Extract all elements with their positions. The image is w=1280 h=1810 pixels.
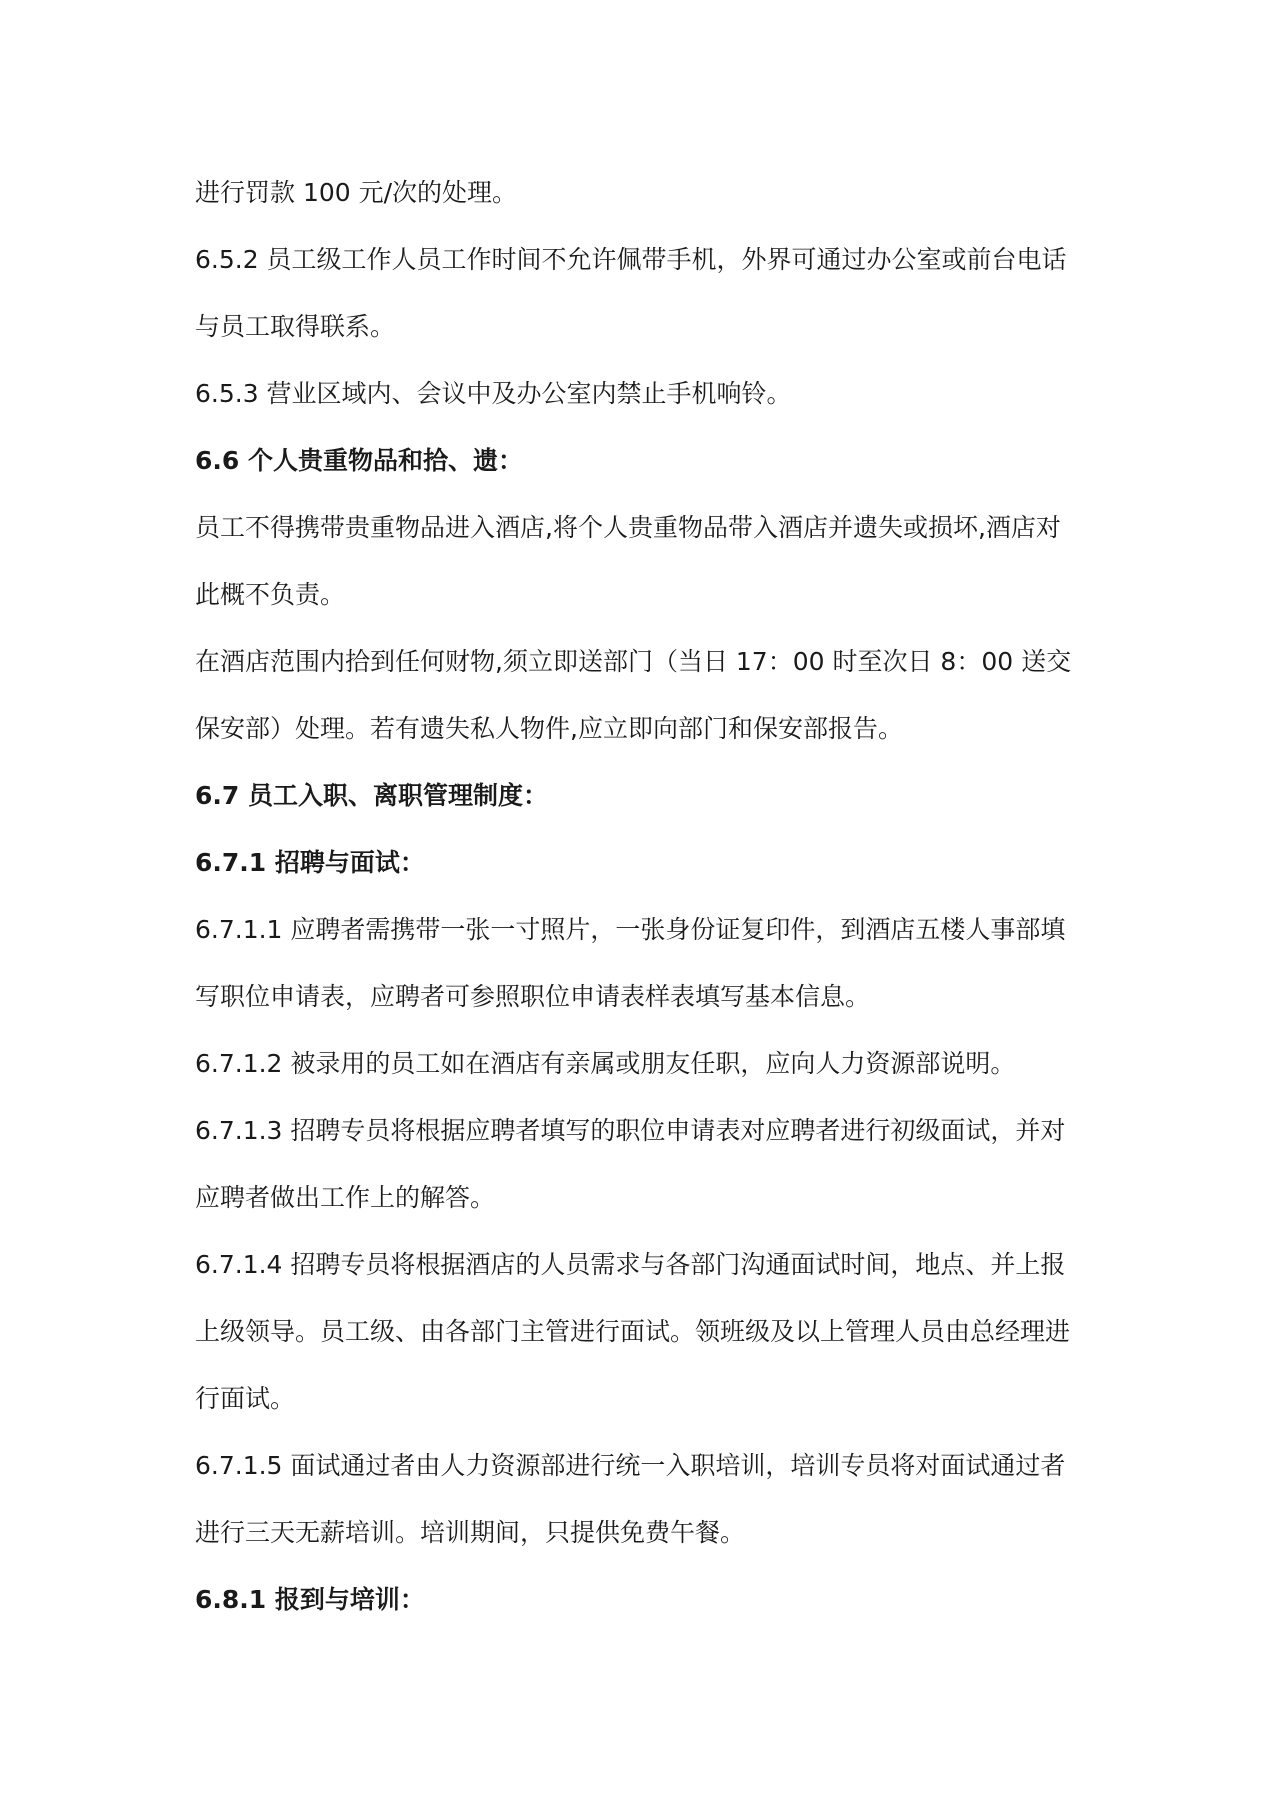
text-line: 6.5.2 员工级工作人员工作时间不允许佩带手机，外界可通过办公室或前台电话 bbox=[195, 245, 1067, 274]
text-line: 保安部）处理。若有遗失私人物件,应立即向部门和保安部报告。 bbox=[195, 714, 903, 743]
text-line: 6.7.1.1 应聘者需携带一张一寸照片，一张身份证复印件，到酒店五楼人事部填 bbox=[195, 915, 1066, 944]
text-line: 进行三天无薪培训。培训期间，只提供免费午餐。 bbox=[195, 1518, 746, 1547]
text-line: 6.7.1.2 被录用的员工如在酒店有亲属或朋友任职，应向人力资源部说明。 bbox=[195, 1049, 1016, 1078]
subsection-heading: 6.8.1 报到与培训： bbox=[195, 1585, 425, 1614]
text-line: 6.7.1.5 面试通过者由人力资源部进行统一入职培训，培训专员将对面试通过者 bbox=[195, 1451, 1066, 1480]
text-line: 6.7.1.4 招聘专员将根据酒店的人员需求与各部门沟通面试时间，地点、并上报 bbox=[195, 1250, 1066, 1279]
section-heading: 6.6 个人贵重物品和拾、遗： bbox=[195, 446, 523, 475]
text-line: 在酒店范围内拾到任何财物,须立即送部门（当日 17：00 时至次日 8：00 送交 bbox=[195, 647, 1072, 676]
text-line: 上级领导。员工级、由各部门主管进行面试。领班级及以上管理人员由总经理进 bbox=[195, 1317, 1071, 1346]
text-line: 员工不得携带贵重物品进入酒店,将个人贵重物品带入酒店并遗失或损坏,酒店对 bbox=[195, 513, 1061, 542]
text-line: 与员工取得联系。 bbox=[195, 312, 396, 341]
text-line: 进行罚款 100 元/次的处理。 bbox=[195, 178, 518, 207]
subsection-heading: 6.7.1 招聘与面试： bbox=[195, 848, 425, 877]
text-line: 6.5.3 营业区域内、会议中及办公室内禁止手机响铃。 bbox=[195, 379, 792, 408]
text-line: 写职位申请表，应聘者可参照职位申请表样表填写基本信息。 bbox=[195, 982, 871, 1011]
text-line: 行面试。 bbox=[195, 1384, 296, 1413]
text-line: 应聘者做出工作上的解答。 bbox=[195, 1183, 496, 1212]
text-line: 此概不负责。 bbox=[195, 580, 346, 609]
text-line: 6.7.1.3 招聘专员将根据应聘者填写的职位申请表对应聘者进行初级面试，并对 bbox=[195, 1116, 1066, 1145]
section-heading: 6.7 员工入职、离职管理制度： bbox=[195, 781, 548, 810]
